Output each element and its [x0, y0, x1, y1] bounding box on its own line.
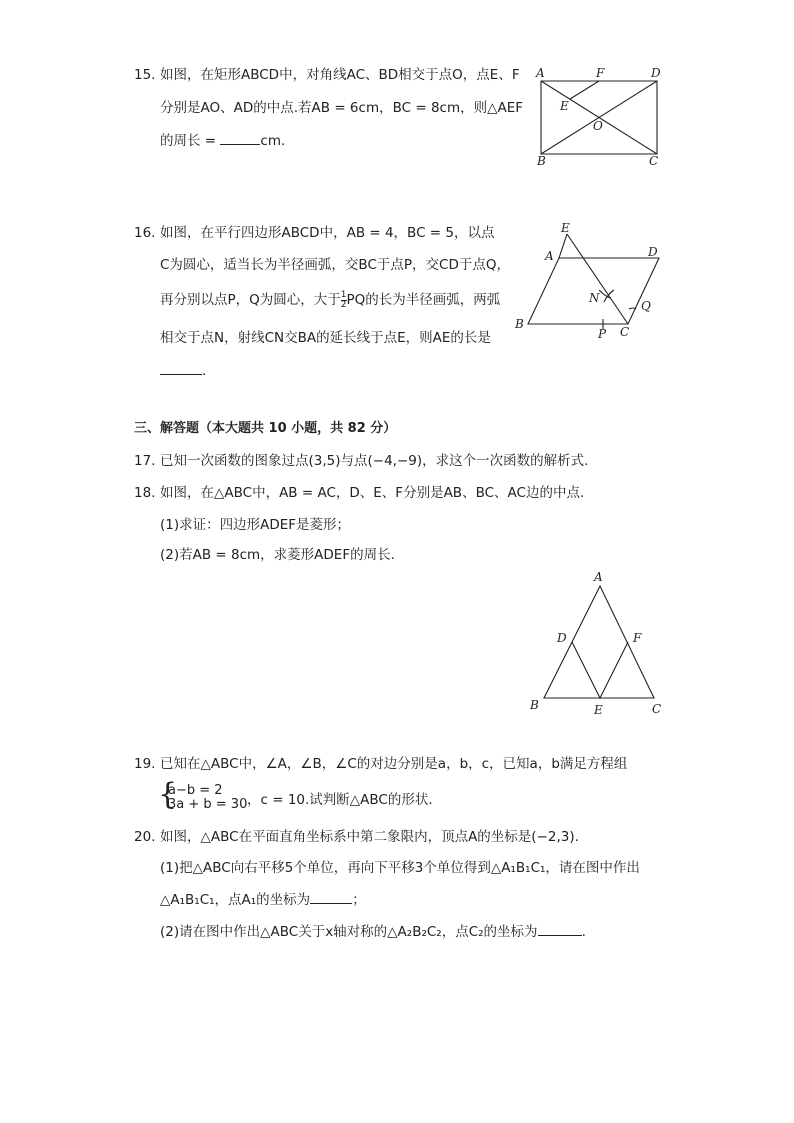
label-b: B [537, 154, 546, 168]
q16-number: 16. [134, 225, 156, 241]
ray-cn [567, 234, 628, 324]
q19-eq1: a−b = 2 [168, 783, 223, 798]
label-f: F [596, 66, 605, 80]
segments-de-ef [572, 642, 628, 698]
ray-ba-extension [559, 234, 567, 258]
label-a: A [594, 570, 603, 584]
q17-text: 已知一次函数的图象过点(3,5)与点(−4,−9)，求这个一次函数的解析式. [160, 453, 589, 469]
q16-line1: 如图，在平行四边形ABCD中，AB = 4，BC = 5，以点 [160, 225, 495, 241]
q20-part1-b-line [160, 889, 366, 910]
label-d: D [557, 631, 567, 645]
label-a: A [545, 249, 554, 263]
q20-line1: 如图，△ABC在平面直角坐标系中第二象限内，顶点A的坐标是(−2,3). [160, 829, 579, 845]
q18-part1: (1)求证：四边形ADEF是菱形； [160, 517, 351, 533]
q19-line1: 已知在△ABC中，∠A，∠B，∠C的对边分别是a，b，c，已知a，b满足方程组 [160, 756, 628, 772]
label-c: C [652, 702, 662, 716]
arc-n-1 [599, 290, 610, 298]
q15-line1: 如图，在矩形ABCD中，对角线AC、BD相交于点O，点E、F [160, 67, 520, 83]
label-e: E [594, 703, 603, 717]
q19-brace: { [158, 777, 178, 812]
section-3-title: 三、解答题（本大题共 10 小题，共 82 分） [134, 421, 397, 436]
label-d: D [648, 245, 658, 259]
figure-16-parallelogram [510, 218, 670, 348]
q16-line3-prefix: 再分别以点P，Q为圆心，大于 [160, 292, 341, 308]
q20-answer-blank-c2[interactable] [538, 921, 582, 936]
q18-number: 18. [134, 485, 156, 501]
label-b: B [515, 317, 524, 331]
label-a: A [536, 66, 545, 80]
figure-15-rectangle [530, 62, 670, 172]
q16-line3-suffix: PQ的长为半径画弧，两弧 [346, 292, 501, 308]
fraction-denominator: 2 [340, 299, 347, 310]
label-b: B [530, 698, 539, 712]
figure-18-triangle [520, 566, 670, 722]
q19-number: 19. [134, 756, 156, 772]
q19-eq2: 3a + b = 30 [168, 797, 248, 812]
q16-line5 [160, 360, 206, 381]
q20-answer-blank-a1[interactable] [310, 889, 352, 904]
label-o: O [593, 119, 603, 133]
q16-answer-blank[interactable] [160, 360, 202, 375]
q20-part2-a: (2)请在图中作出△ABC关于x轴对称的△A₂B₂C₂，点C₂的坐标为 [160, 924, 538, 940]
q19-tail: ，c = 10.试判断△ABC的形状. [247, 792, 433, 808]
label-c: C [620, 325, 630, 339]
arc-q-tick [629, 308, 636, 309]
label-e: E [560, 99, 569, 113]
q15-answer-blank[interactable] [220, 130, 260, 145]
q15-line3-suffix: cm. [260, 133, 286, 149]
q20-part1-a: (1)把△ABC向右平移5个单位，再向下平移3个单位得到△A₁B₁C₁，请在图中作出 [160, 860, 640, 876]
q18-part2: (2)若AB = 8cm，求菱形ADEF的周长. [160, 547, 395, 563]
q16-line2: C为圆心，适当长为半径画弧，交BC于点P，交CD于点Q， [160, 257, 510, 273]
segment-ef [570, 81, 599, 99]
q18-text: 如图，在△ABC中，AB = AC，D、E、F分别是AB、BC、AC边的中点. [160, 485, 585, 501]
label-n: N [589, 291, 600, 305]
q20-part1-end: ； [352, 892, 366, 908]
q15-number: 15. [134, 67, 156, 83]
label-f: F [633, 631, 642, 645]
q15-line3 [160, 130, 285, 151]
label-e: E [561, 221, 570, 235]
q15-line2: 分别是AO、AD的中点.若AB = 6cm，BC = 8cm，则△AEF [160, 100, 524, 116]
label-d: D [651, 66, 661, 80]
label-q: Q [641, 299, 651, 313]
q20-part2-line [160, 921, 586, 942]
fraction-numerator: 1 [340, 289, 347, 300]
q16-line3 [160, 290, 500, 310]
q20-part1-b: △A₁B₁C₁，点A₁的坐标为 [160, 892, 311, 908]
q17-number: 17. [134, 453, 156, 469]
label-c: C [649, 154, 659, 168]
q20-number: 20. [134, 829, 156, 845]
label-p: P [598, 327, 607, 341]
q20-part2-end: . [581, 924, 586, 940]
q16-line4: 相交于点N，射线CN交BA的延长线于点E，则AE的长是 [160, 330, 491, 346]
q16-line5-end: . [202, 363, 207, 379]
q15-line3-prefix: 的周长 = [160, 133, 221, 149]
